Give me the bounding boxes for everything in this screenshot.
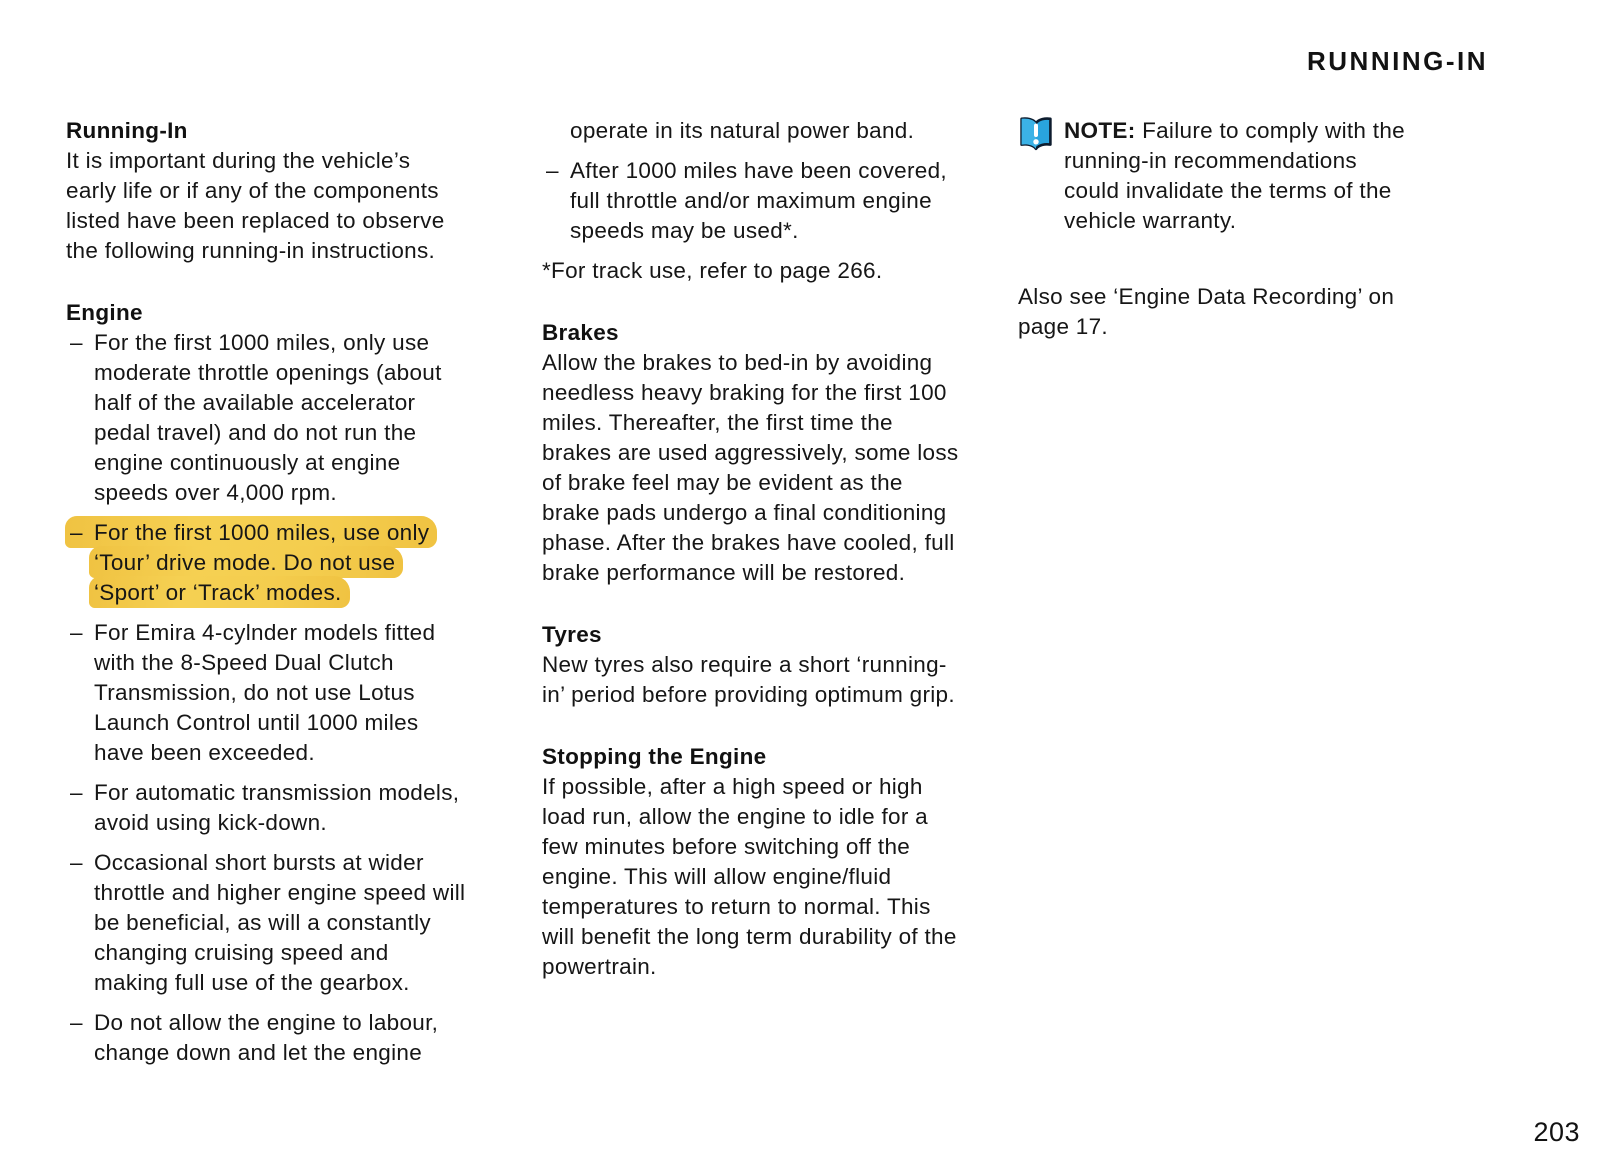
bullet-text: Do not allow the engine to labour, change down and let the engine [94, 1010, 439, 1065]
brakes-paragraph: Allow the brakes to bed-in by avoiding needless heavy braking for the first 100 miles. Thereafter, the first time the brakes are used aggressively, some loss of brake feel may be evident as the brake pads undergo a final conditioning phase. After the brakes have cooled, full brake performance will be restored. [542, 350, 959, 585]
book-exclamation-icon [1018, 117, 1054, 161]
engine-heading: Engine [66, 300, 143, 325]
running-in-intro-paragraph: It is important during the vehicle’s early life or if any of the components listed have been replaced to observe the following running-in instructions. [66, 148, 445, 263]
bullet-dash: – [546, 158, 559, 183]
bullet-text: Occasional short bursts at wider throttle and higher engine speed will be beneficial, as will a constantly changing cruising speed and making full use of the gearbox. [94, 850, 466, 995]
track-use-footnote: *For track use, refer to page 266. [542, 258, 883, 283]
engine-bullet-item [66, 778, 466, 838]
tyres-heading: Tyres [542, 622, 602, 647]
note-label: NOTE: [1064, 118, 1136, 143]
page-number: 203 [1533, 1117, 1580, 1147]
bullet-text: For the first 1000 miles, use only ‘Tour’ drive mode. Do not use ‘Sport’ or ‘Track’ modes. [94, 520, 430, 605]
column-left [66, 116, 466, 1068]
tyres-paragraph: New tyres also require a short ‘running-in’ period before providing optimum grip. [542, 652, 955, 707]
note-block [1018, 116, 1408, 236]
stopping-the-engine-paragraph: If possible, after a high speed or high load run, allow the engine to idle for a few minutes before switching off the engine. This will allow engine/fluid temperatures to return to normal. This will benefit the long term durability of the powertrain. [542, 774, 957, 979]
engine-bullet-item-highlighted [66, 518, 466, 608]
bullet-dash: – [70, 330, 83, 355]
bullet-continuation-text: operate in its natural power band. [570, 118, 915, 143]
bullet-text: For the first 1000 miles, only use moderate throttle openings (about half of the available accelerator pedal travel) and do not run the engine continuously at engine speeds over 4,000 rpm. [94, 330, 442, 505]
stopping-the-engine-heading: Stopping the Engine [542, 744, 767, 769]
bullet-text: For automatic transmission models, avoid using kick-down. [94, 780, 460, 835]
page-header-title: RUNNING-IN [1307, 46, 1488, 76]
engine-bullet-item [66, 328, 466, 508]
bullet-dash: – [70, 620, 83, 645]
brakes-heading: Brakes [542, 320, 619, 345]
engine-bullet-item [66, 848, 466, 998]
also-see-reference: Also see ‘Engine Data Recording’ on page 17. [1018, 284, 1395, 339]
running-in-heading: Running-In [66, 118, 188, 143]
bullet-text: For Emira 4-cylnder models fitted with the 8-Speed Dual Clutch Transmission, do not use Lotus Launch Control until 1000 miles have been exceeded. [94, 620, 436, 765]
engine-bullet-item [66, 618, 466, 768]
column-right [1018, 116, 1408, 342]
note-body-text: Failure to comply with the running-in recommendations could invalidate the terms of the vehicle warranty. [1064, 118, 1405, 233]
engine-bullet-item [66, 1008, 466, 1068]
bullet-dash: – [70, 1010, 83, 1035]
engine-bullet-list [66, 328, 466, 1068]
after-1000-miles-bullet [542, 156, 962, 246]
bullet-dash: – [70, 520, 83, 545]
bullet-dash: – [70, 850, 83, 875]
bullet-text: After 1000 miles have been covered, full throttle and/or maximum engine speeds may be used*. [570, 158, 947, 243]
column-middle [542, 116, 962, 982]
note-paragraph [1064, 116, 1408, 236]
bullet-dash: – [70, 780, 83, 805]
